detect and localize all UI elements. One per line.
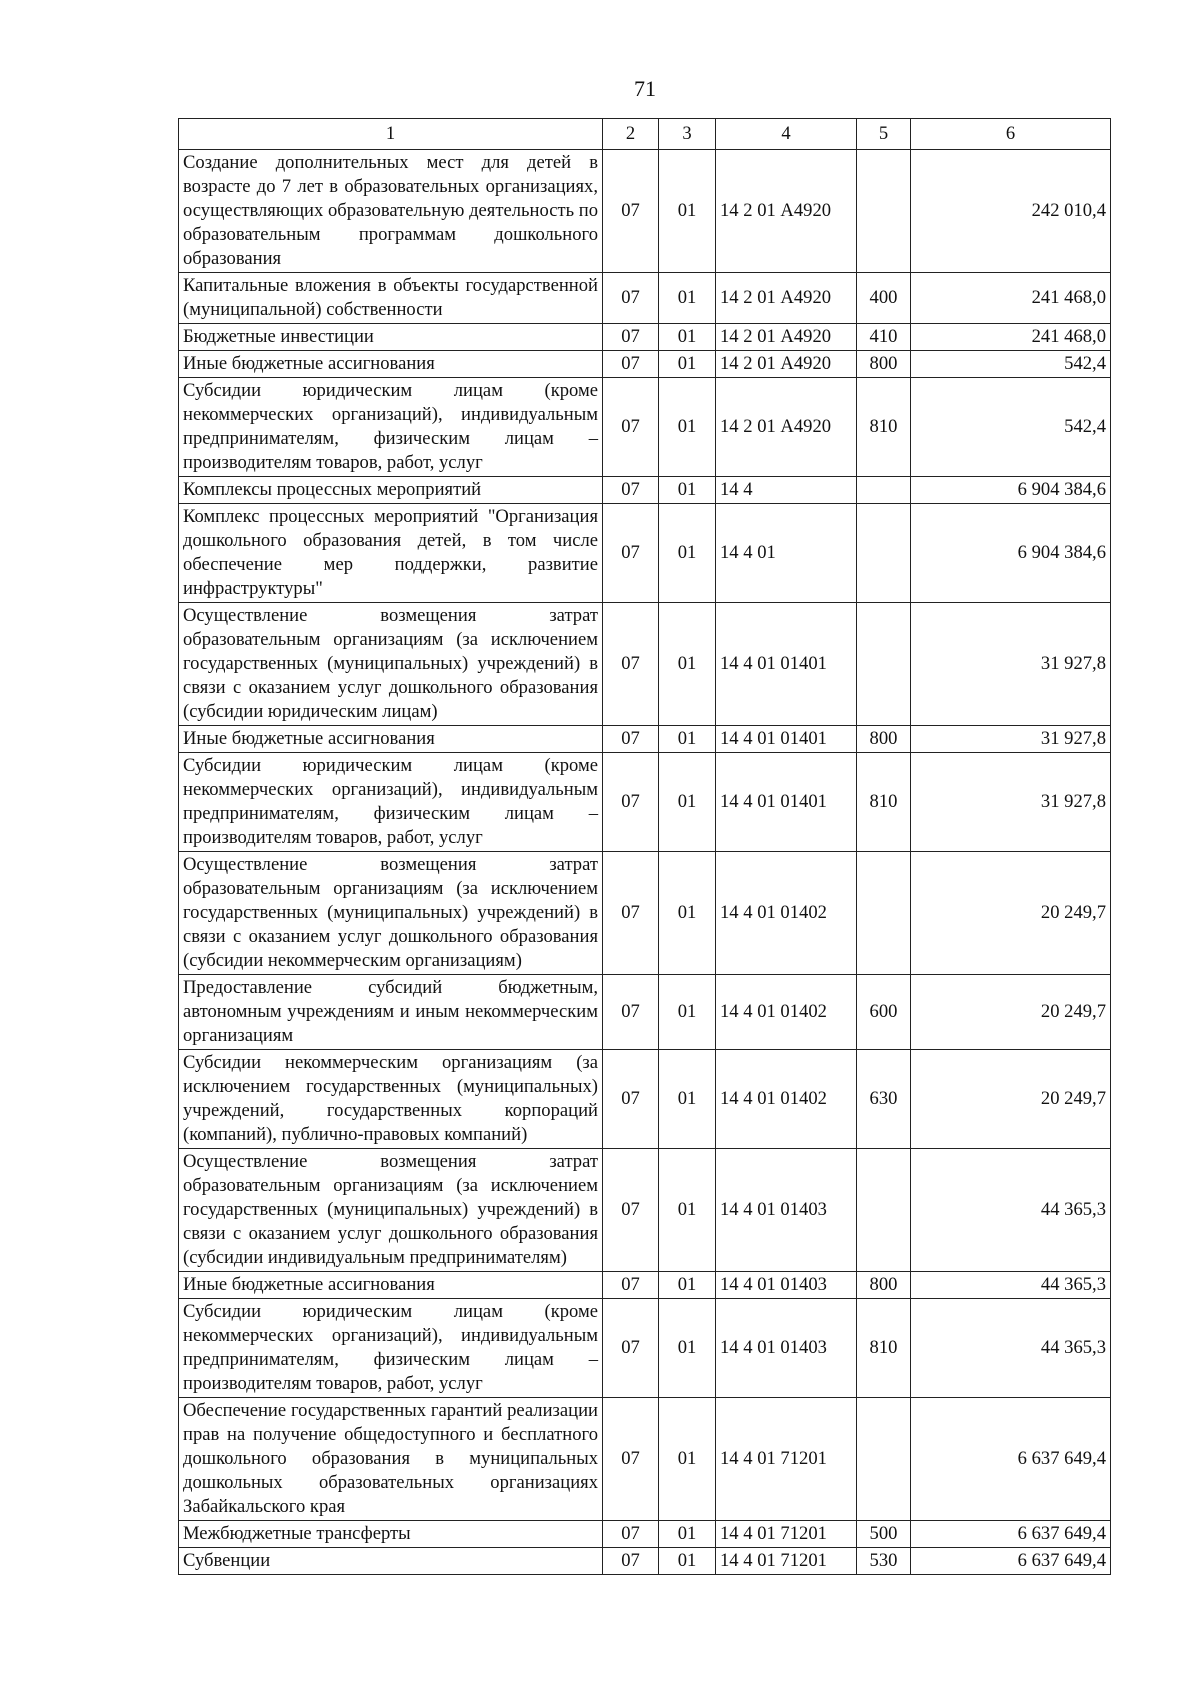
row-amount: 6 637 649,4: [911, 1548, 1111, 1575]
table-row: [179, 603, 1111, 726]
row-expense-type: 500: [857, 1521, 911, 1548]
table-body: [179, 150, 1111, 1575]
row-section: 07: [603, 1272, 659, 1299]
table-row: [179, 975, 1111, 1050]
row-section: 07: [603, 975, 659, 1050]
row-target-code: 14 4 01 01403: [716, 1149, 857, 1272]
row-subsection: 01: [659, 1149, 716, 1272]
row-expense-type: [857, 477, 911, 504]
row-name: Комплексы процессных мероприятий: [179, 477, 603, 504]
row-amount: 31 927,8: [911, 726, 1111, 753]
row-subsection: 01: [659, 477, 716, 504]
row-name: Комплекс процессных мероприятий "Организация дошкольного образования детей, в том числе обеспечение мер поддержки, развитие инфраструктуры": [179, 504, 603, 603]
row-section: 07: [603, 603, 659, 726]
row-name: Осуществление возмещения затрат образовательным организациям (за исключением государственных (муниципальных) учреждений) в связи с оказанием услуг дошкольного образования (субсидии юридическим лицам): [179, 603, 603, 726]
row-name: Иные бюджетные ассигнования: [179, 726, 603, 753]
row-subsection: 01: [659, 273, 716, 324]
row-amount: 20 249,7: [911, 852, 1111, 975]
row-section: 07: [603, 324, 659, 351]
row-name: Осуществление возмещения затрат образовательным организациям (за исключением государственных (муниципальных) учреждений) в связи с оказанием услуг дошкольного образования (субсидии некоммерческим организациям): [179, 852, 603, 975]
table-row: [179, 753, 1111, 852]
table-row: [179, 351, 1111, 378]
row-amount: 31 927,8: [911, 603, 1111, 726]
row-expense-type: 400: [857, 273, 911, 324]
row-name: Субсидии некоммерческим организациям (за исключением государственных (муниципальных) учреждений, государственных корпораций (компаний), публично-правовых компаний): [179, 1050, 603, 1149]
row-section: 07: [603, 477, 659, 504]
row-name: Субвенции: [179, 1548, 603, 1575]
table-row: [179, 150, 1111, 273]
row-expense-type: 630: [857, 1050, 911, 1149]
row-expense-type: 530: [857, 1548, 911, 1575]
row-name: Обеспечение государственных гарантий реализации прав на получение общедоступного и бесплатного дошкольного образования в муниципальных дошкольных образовательных организациях Забайкальского края: [179, 1398, 603, 1521]
header-col-1: 1: [179, 119, 603, 150]
row-subsection: 01: [659, 1548, 716, 1575]
row-subsection: 01: [659, 324, 716, 351]
row-target-code: 14 4 01 01401: [716, 726, 857, 753]
row-name: Субсидии юридическим лицам (кроме некоммерческих организаций), индивидуальным предпринимателям, физическим лицам – производителям товаров, работ, услуг: [179, 1299, 603, 1398]
row-expense-type: [857, 852, 911, 975]
header-row: [179, 119, 1111, 150]
row-target-code: 14 2 01 А4920: [716, 150, 857, 273]
row-target-code: 14 4 01 01403: [716, 1299, 857, 1398]
row-section: 07: [603, 1149, 659, 1272]
row-amount: 20 249,7: [911, 1050, 1111, 1149]
row-target-code: 14 4 01 01402: [716, 975, 857, 1050]
row-subsection: 01: [659, 1050, 716, 1149]
header-col-2: 2: [603, 119, 659, 150]
header-col-6: 6: [911, 119, 1111, 150]
row-subsection: 01: [659, 1521, 716, 1548]
row-target-code: 14 4 01 01402: [716, 852, 857, 975]
row-expense-type: 810: [857, 378, 911, 477]
table-row: [179, 1272, 1111, 1299]
row-amount: 6 904 384,6: [911, 504, 1111, 603]
header-col-4: 4: [716, 119, 857, 150]
budget-table: [178, 118, 1111, 1575]
row-expense-type: [857, 150, 911, 273]
row-amount: 6 637 649,4: [911, 1398, 1111, 1521]
row-amount: 242 010,4: [911, 150, 1111, 273]
row-name: Иные бюджетные ассигнования: [179, 1272, 603, 1299]
row-amount: 31 927,8: [911, 753, 1111, 852]
row-name: Предоставление субсидий бюджетным, автономным учреждениям и иным некоммерческим организациям: [179, 975, 603, 1050]
row-target-code: 14 4 01 01401: [716, 753, 857, 852]
row-section: 07: [603, 351, 659, 378]
row-amount: 20 249,7: [911, 975, 1111, 1050]
row-target-code: 14 4 01 71201: [716, 1548, 857, 1575]
row-target-code: 14 4 01 01401: [716, 603, 857, 726]
table-row: [179, 504, 1111, 603]
table-row: [179, 852, 1111, 975]
row-target-code: 14 4 01 71201: [716, 1521, 857, 1548]
table-header: [179, 119, 1111, 150]
row-amount: 241 468,0: [911, 324, 1111, 351]
table-row: [179, 1050, 1111, 1149]
row-expense-type: 600: [857, 975, 911, 1050]
row-target-code: 14 2 01 А4920: [716, 273, 857, 324]
table-row: [179, 1149, 1111, 1272]
row-subsection: 01: [659, 150, 716, 273]
table-row: [179, 378, 1111, 477]
row-amount: 241 468,0: [911, 273, 1111, 324]
row-subsection: 01: [659, 1299, 716, 1398]
row-subsection: 01: [659, 378, 716, 477]
row-expense-type: [857, 603, 911, 726]
table-row: [179, 273, 1111, 324]
row-name: Создание дополнительных мест для детей в возрасте до 7 лет в образовательных организациях, осуществляющих образовательную деятельность по образовательным программам дошкольного образования: [179, 150, 603, 273]
table-row: [179, 726, 1111, 753]
row-expense-type: 800: [857, 726, 911, 753]
row-section: 07: [603, 504, 659, 603]
row-section: 07: [603, 1548, 659, 1575]
row-target-code: 14 4 01: [716, 504, 857, 603]
row-target-code: 14 2 01 А4920: [716, 324, 857, 351]
row-subsection: 01: [659, 975, 716, 1050]
row-section: 07: [603, 1398, 659, 1521]
row-target-code: 14 4 01 01403: [716, 1272, 857, 1299]
row-target-code: 14 2 01 А4920: [716, 351, 857, 378]
row-target-code: 14 4 01 01402: [716, 1050, 857, 1149]
row-section: 07: [603, 273, 659, 324]
header-col-3: 3: [659, 119, 716, 150]
row-section: 07: [603, 852, 659, 975]
table-row: [179, 477, 1111, 504]
row-section: 07: [603, 1299, 659, 1398]
row-expense-type: 410: [857, 324, 911, 351]
row-amount: 44 365,3: [911, 1149, 1111, 1272]
row-subsection: 01: [659, 603, 716, 726]
row-section: 07: [603, 753, 659, 852]
row-amount: 6 904 384,6: [911, 477, 1111, 504]
row-expense-type: [857, 504, 911, 603]
table-row: [179, 1398, 1111, 1521]
row-section: 07: [603, 1521, 659, 1548]
row-subsection: 01: [659, 1272, 716, 1299]
row-amount: 542,4: [911, 378, 1111, 477]
table-row: [179, 1299, 1111, 1398]
row-subsection: 01: [659, 726, 716, 753]
row-subsection: 01: [659, 1398, 716, 1521]
row-section: 07: [603, 378, 659, 477]
row-expense-type: [857, 1149, 911, 1272]
row-name: Капитальные вложения в объекты государственной (муниципальной) собственности: [179, 273, 603, 324]
row-subsection: 01: [659, 351, 716, 378]
row-name: Осуществление возмещения затрат образовательным организациям (за исключением государственных (муниципальных) учреждений) в связи с оказанием услуг дошкольного образования (субсидии индивидуальным предпринимателям): [179, 1149, 603, 1272]
row-name: Межбюджетные трансферты: [179, 1521, 603, 1548]
row-section: 07: [603, 1050, 659, 1149]
table-row: [179, 324, 1111, 351]
row-target-code: 14 4 01 71201: [716, 1398, 857, 1521]
row-name: Бюджетные инвестиции: [179, 324, 603, 351]
row-expense-type: 810: [857, 1299, 911, 1398]
header-col-5: 5: [857, 119, 911, 150]
row-amount: 44 365,3: [911, 1299, 1111, 1398]
table-row: [179, 1548, 1111, 1575]
row-target-code: 14 4: [716, 477, 857, 504]
row-section: 07: [603, 726, 659, 753]
row-target-code: 14 2 01 А4920: [716, 378, 857, 477]
row-section: 07: [603, 150, 659, 273]
row-subsection: 01: [659, 852, 716, 975]
page-number: 71: [634, 76, 656, 101]
row-amount: 6 637 649,4: [911, 1521, 1111, 1548]
row-amount: 542,4: [911, 351, 1111, 378]
row-expense-type: 810: [857, 753, 911, 852]
row-name: Субсидии юридическим лицам (кроме некоммерческих организаций), индивидуальным предпринимателям, физическим лицам – производителям товаров, работ, услуг: [179, 378, 603, 477]
row-name: Иные бюджетные ассигнования: [179, 351, 603, 378]
row-amount: 44 365,3: [911, 1272, 1111, 1299]
table-row: [179, 1521, 1111, 1548]
row-subsection: 01: [659, 753, 716, 852]
row-name: Субсидии юридическим лицам (кроме некоммерческих организаций), индивидуальным предпринимателям, физическим лицам – производителям товаров, работ, услуг: [179, 753, 603, 852]
row-expense-type: 800: [857, 1272, 911, 1299]
row-expense-type: [857, 1398, 911, 1521]
row-expense-type: 800: [857, 351, 911, 378]
row-subsection: 01: [659, 504, 716, 603]
